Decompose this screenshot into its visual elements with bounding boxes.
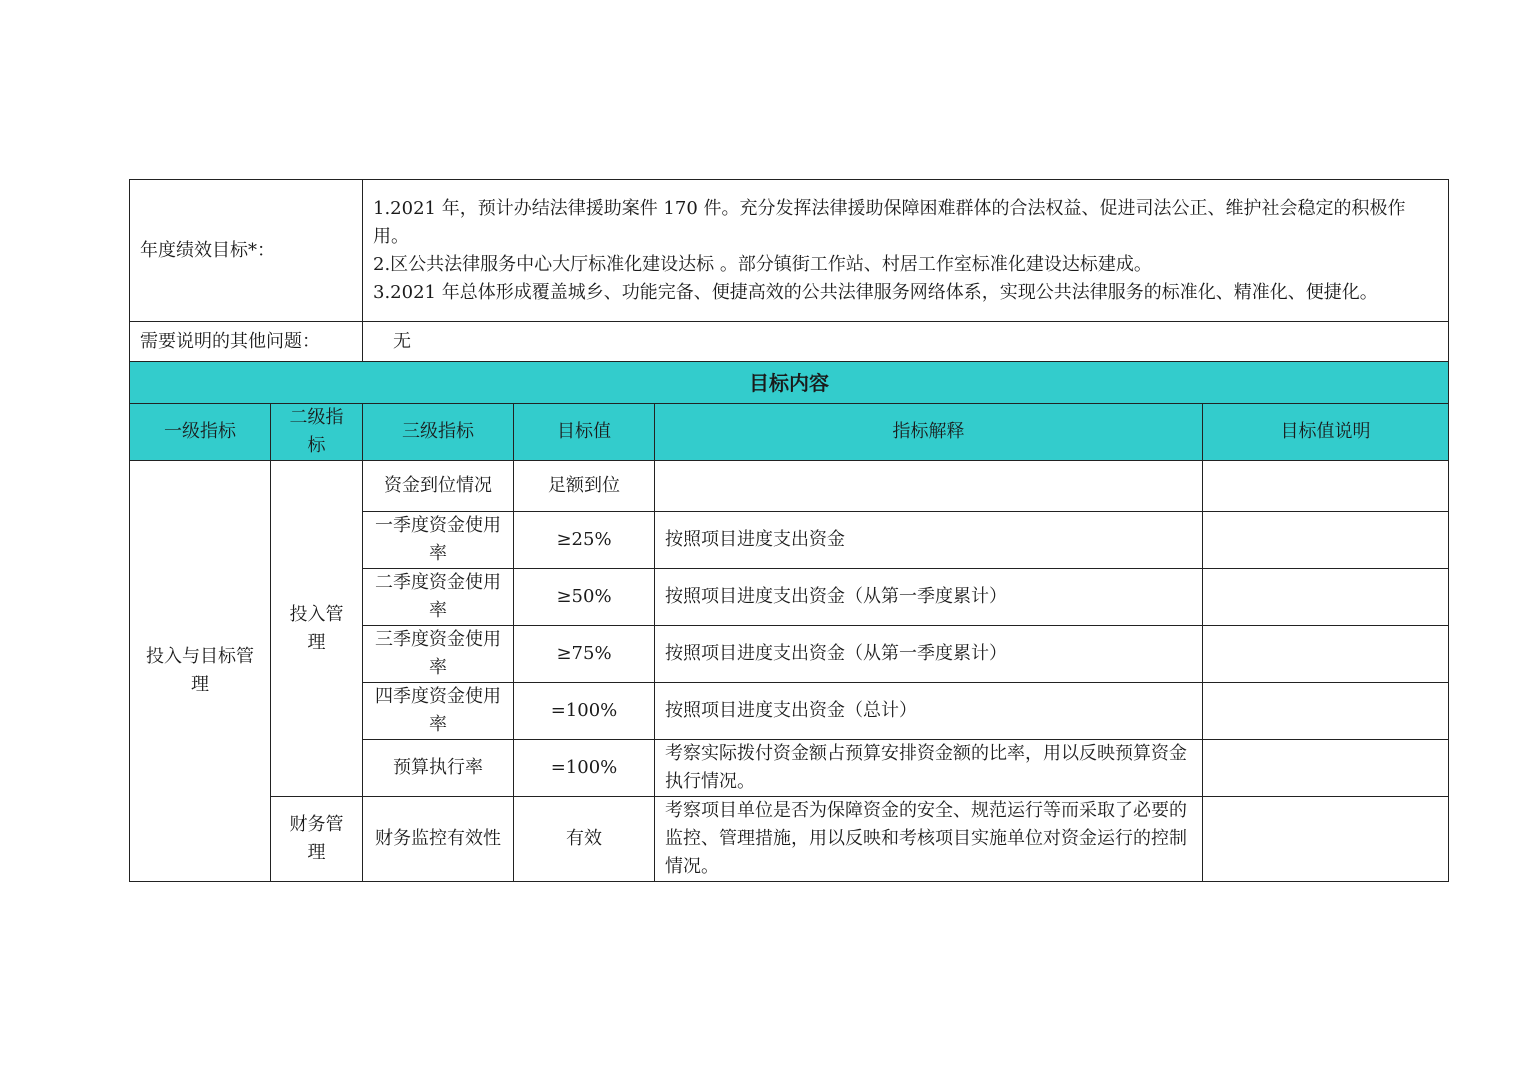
other-issues-value: 无 [363, 322, 1449, 362]
level3-cell: 一季度资金使用率 [363, 512, 514, 569]
note-cell [1203, 569, 1449, 626]
target-cell: ≥75% [514, 626, 655, 683]
table-row [130, 797, 1449, 882]
note-cell [1203, 626, 1449, 683]
explanation-cell: 按照项目进度支出资金（从第一季度累计） [655, 569, 1203, 626]
explanation-cell: 按照项目进度支出资金 [655, 512, 1203, 569]
target-cell: 有效 [514, 797, 655, 882]
other-issues-label: 需要说明的其他问题： [130, 322, 363, 362]
section-title: 目标内容 [130, 362, 1449, 404]
note-cell [1203, 512, 1449, 569]
section-title-row [130, 362, 1449, 404]
level3-cell: 三季度资金使用率 [363, 626, 514, 683]
level1-cell: 投入与目标管理 [130, 461, 271, 882]
target-cell: ≥50% [514, 569, 655, 626]
target-cell: =100% [514, 740, 655, 797]
header-explanation: 指标解释 [655, 404, 1203, 461]
performance-target-table [129, 179, 1449, 882]
annual-goal-line: 2.区公共法律服务中心大厅标准化建设达标 。部分镇街工作站、村居工作室标准化建设达标建成。 [373, 253, 1152, 275]
header-note: 目标值说明 [1203, 404, 1449, 461]
annual-goal-line: 3.2021 年总体形成覆盖城乡、功能完备、便捷高效的公共法律服务网络体系，实现公共法律服务的标准化、精准化、便捷化。 [373, 281, 1378, 303]
level3-cell: 财务监控有效性 [363, 797, 514, 882]
table-row [130, 461, 1449, 512]
level3-cell: 二季度资金使用率 [363, 569, 514, 626]
annual-goal-label: 年度绩效目标*： [130, 180, 363, 322]
note-cell [1203, 740, 1449, 797]
explanation-cell: 按照项目进度支出资金（总计） [655, 683, 1203, 740]
column-header-row [130, 404, 1449, 461]
note-cell [1203, 461, 1449, 512]
header-level3: 三级指标 [363, 404, 514, 461]
level3-cell: 预算执行率 [363, 740, 514, 797]
explanation-cell: 考察实际拨付资金额占预算安排资金额的比率，用以反映预算资金执行情况。 [655, 740, 1203, 797]
level3-cell: 四季度资金使用率 [363, 683, 514, 740]
target-cell: ≥25% [514, 512, 655, 569]
explanation-cell: 考察项目单位是否为保障资金的安全、规范运行等而采取了必要的监控、管理措施，用以反映和考核项目实施单位对资金运行的控制情况。 [655, 797, 1203, 882]
level2-cell: 财务管理 [271, 797, 363, 882]
target-cell: 足额到位 [514, 461, 655, 512]
other-issues-row [130, 322, 1449, 362]
annual-goal-line: 1.2021 年，预计办结法律援助案件 170 件。充分发挥法律援助保障困难群体的合法权益、促进司法公正、维护社会稳定的积极作用。 [373, 197, 1406, 247]
level3-cell: 资金到位情况 [363, 461, 514, 512]
note-cell [1203, 797, 1449, 882]
level2-cell: 投入管理 [271, 461, 363, 797]
target-cell: =100% [514, 683, 655, 740]
header-target: 目标值 [514, 404, 655, 461]
explanation-cell [655, 461, 1203, 512]
explanation-cell: 按照项目进度支出资金（从第一季度累计） [655, 626, 1203, 683]
header-level1: 一级指标 [130, 404, 271, 461]
note-cell [1203, 683, 1449, 740]
annual-goal-row [130, 180, 1449, 322]
annual-goal-content [363, 180, 1449, 322]
header-level2: 二级指标 [271, 404, 363, 461]
